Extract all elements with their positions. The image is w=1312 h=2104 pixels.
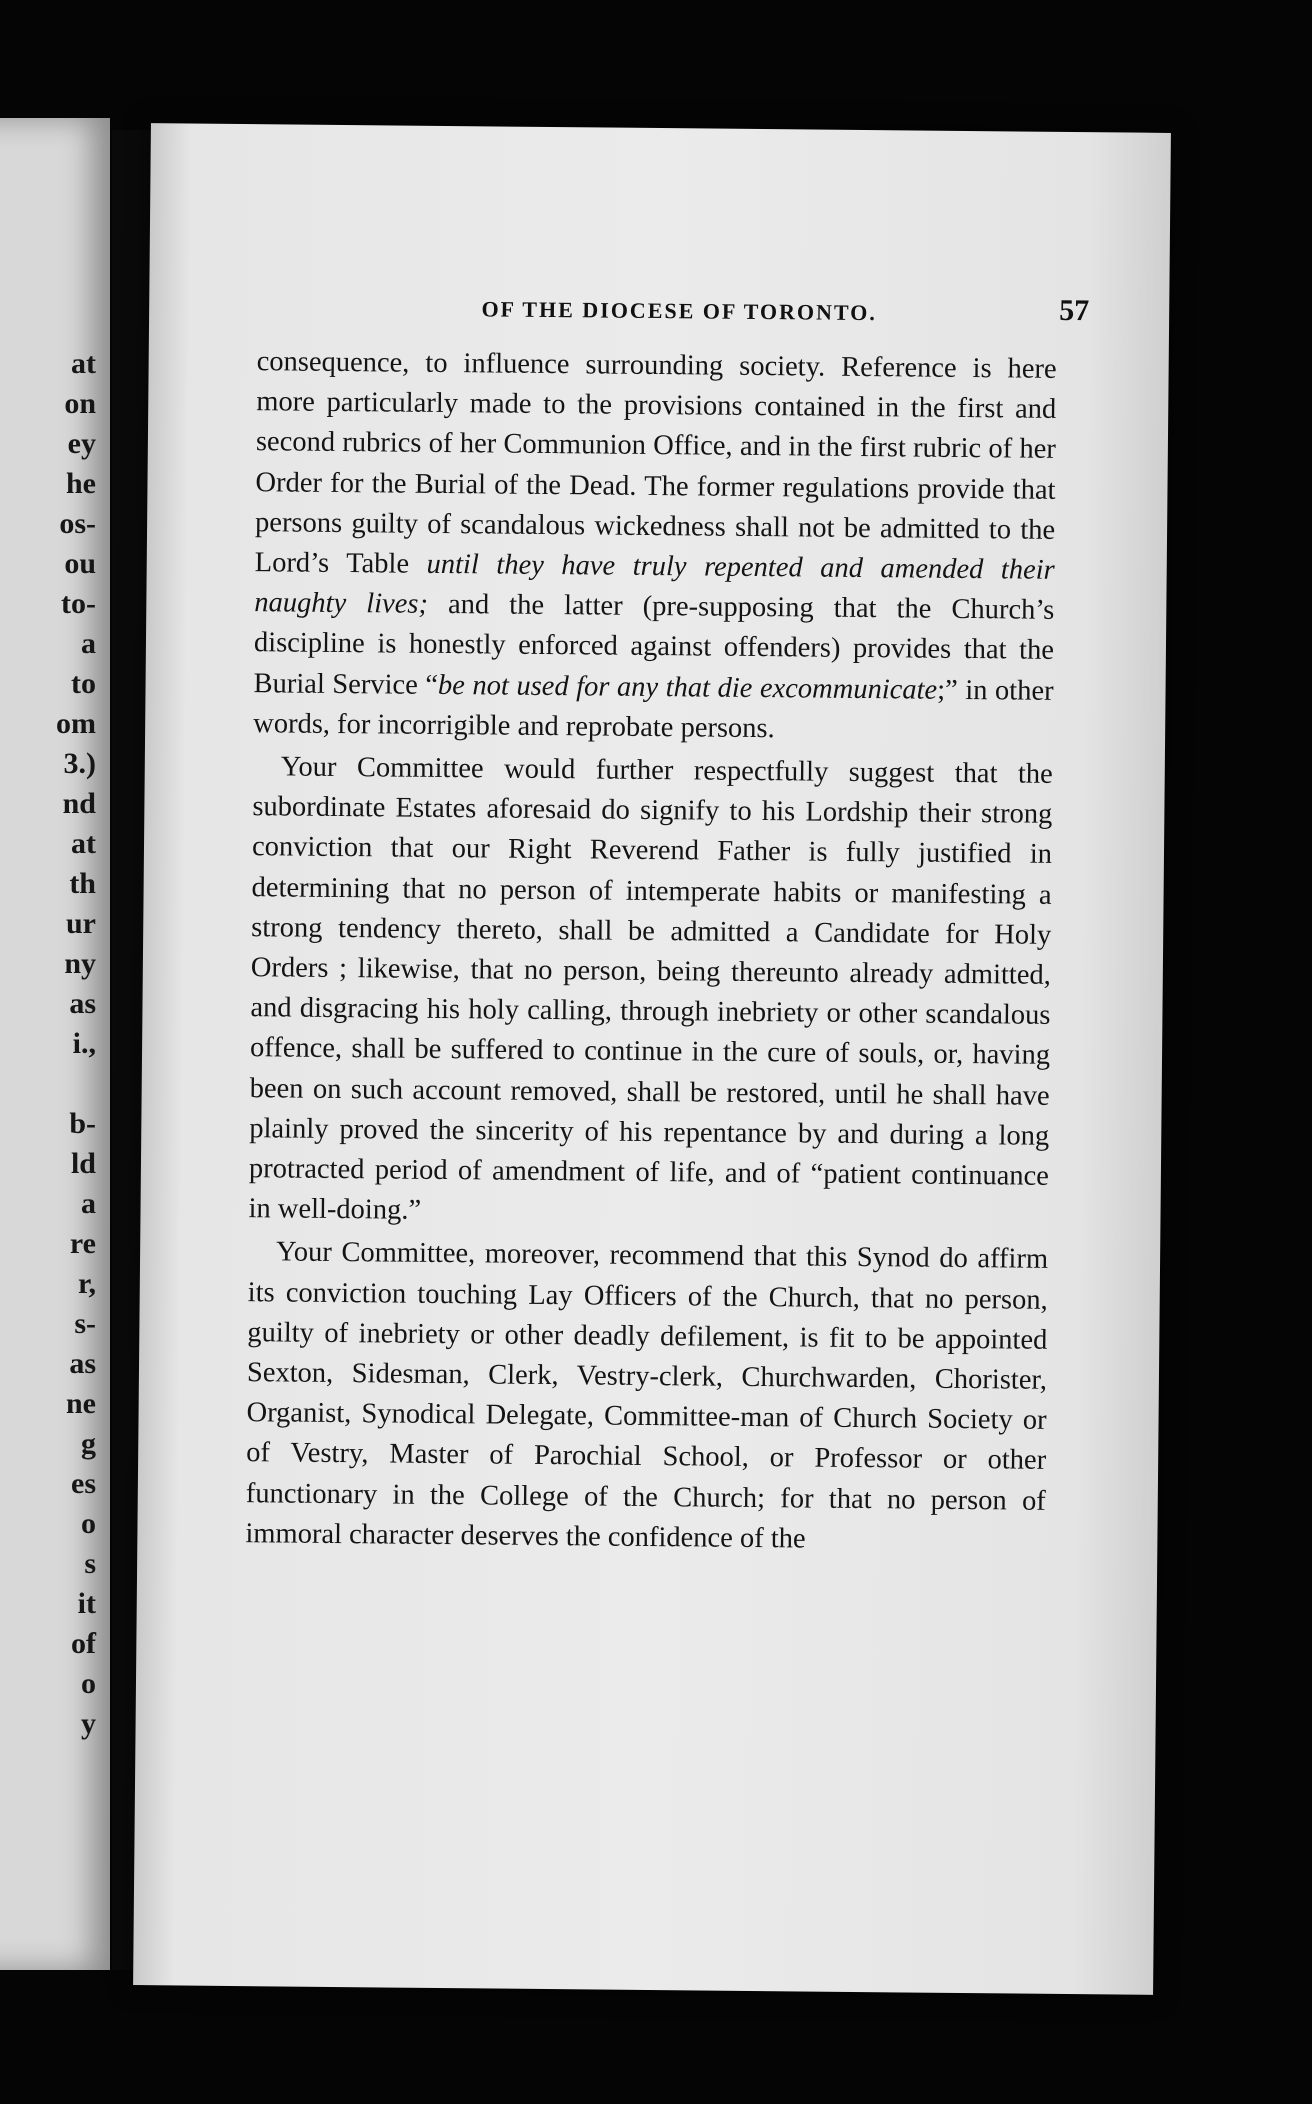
- paragraph-1-italic-a: until they have truly repented and amended their naughty lives;: [254, 548, 1055, 621]
- running-title: OF THE DIOCESE OF TORONTO.: [481, 296, 877, 326]
- left-page-fragment: ny: [64, 947, 96, 980]
- left-page-fragment: he: [66, 467, 96, 500]
- left-page-fragment: ld: [70, 1147, 96, 1180]
- paragraph-2: Your Committee would further respectfully suggest that the subordinate Estates aforesaid do signify to his Lordship their strong conviction that our Right Reverend Father is fully justified in determining that no person of intemperate habits or manifesting a strong tendency thereto, shall be admitted a Candidate for Holy Orders ; likewise, that no person, being thereunto already admitted, and disgracing his holy calling, through inebriety or other scandalous offence, shall be suffered to continue in the cure of souls, or, having been on such account removed, shall be restored, until he shall have plainly proved the sincerity of his repentance by and during a long protracted period of amendment of life, and of “patient continuance in well-doing.”: [248, 751, 1053, 1227]
- left-page-fragment: th: [69, 867, 96, 900]
- paragraph-1-text-a: consequence, to influence surrounding society. Reference is here more particularly made to the provisions contained in the first and second rubrics of her Communion Office, and in the first rubric of her Order for the Burial of the Dead. The former regulations provide that persons guilty of scandalous wickedness shall not be admitted to the Lord’s Table: [254, 346, 1057, 580]
- paragraph-1-text-b: and the latter (pre-supposing that the Church’s discipline is honestly enforced against offenders) provides that the Burial Service “: [253, 589, 1055, 701]
- left-page-fragment: nd: [62, 787, 96, 820]
- left-page-fragment: 3.): [63, 747, 96, 780]
- left-page-fragment: on: [64, 387, 96, 420]
- left-page-fragment: o: [81, 1667, 96, 1700]
- left-page-fragment: a: [81, 1187, 96, 1220]
- paragraph-3: Your Committee, moreover, recommend that this Synod do affirm its conviction touching Lay Officers of the Church, that no person, guilty of inebriety or other deadly defilement, is fit to be appointed Sexton, Sidesman, Clerk, Vestry-clerk, Churchwarden, Chorister, Organist, Synodical Delegate, Committee-man of Church Society or of Vestry, Master of Parochial School, or Professor or other functionary in the College of the Church; for that no person of immoral character deserves the confidence of the: [245, 1236, 1049, 1555]
- paragraph-1: [253, 342, 1057, 752]
- left-page-fragment: os-: [59, 507, 96, 540]
- left-page-fragment: ur: [66, 907, 96, 940]
- book-page: [133, 123, 1171, 1995]
- left-page-fragment: at: [71, 347, 96, 380]
- left-page-fragment: i.,: [72, 1027, 96, 1060]
- left-page-fragment: ne: [66, 1387, 96, 1420]
- left-page-fragment: om: [56, 707, 96, 740]
- left-page-fragment: o: [81, 1507, 96, 1540]
- left-page-fragment: y: [81, 1707, 96, 1740]
- page-number: 57: [1059, 293, 1090, 328]
- running-head: [269, 286, 1089, 334]
- left-page-fragment: r,: [77, 1267, 96, 1300]
- left-page-fragment: ou: [64, 547, 96, 580]
- left-page-fragment: to: [71, 667, 96, 700]
- left-page-fragment: re: [69, 1227, 96, 1260]
- left-page-fragment: s-: [74, 1307, 96, 1340]
- left-page-fragment: to-: [61, 587, 96, 620]
- left-page-fragment: es: [71, 1467, 96, 1500]
- left-page-line-fragments: [56, 344, 96, 1744]
- paragraph-1-text-c: ;” in other words, for incorrigible and reprobate persons.: [253, 674, 1054, 744]
- left-page-fragment: b-: [69, 1107, 96, 1140]
- left-page-fragment: as: [69, 1347, 96, 1380]
- left-page-fragment: of: [71, 1627, 96, 1660]
- left-page-fragment: it: [77, 1587, 96, 1620]
- left-page-fragment: at: [71, 827, 96, 860]
- left-page-fragment: [56, 1064, 96, 1104]
- left-page-fragment: ey: [67, 427, 96, 460]
- adjacent-left-page: [0, 118, 110, 1970]
- left-page-fragment: g: [81, 1427, 96, 1460]
- left-page-fragment: s: [84, 1547, 96, 1580]
- body-text: [245, 342, 1057, 1562]
- left-page-fragment: as: [69, 987, 96, 1020]
- left-page-fragment: a: [81, 627, 96, 660]
- paragraph-1-italic-b: be not used for any that die excommunicate: [437, 669, 938, 706]
